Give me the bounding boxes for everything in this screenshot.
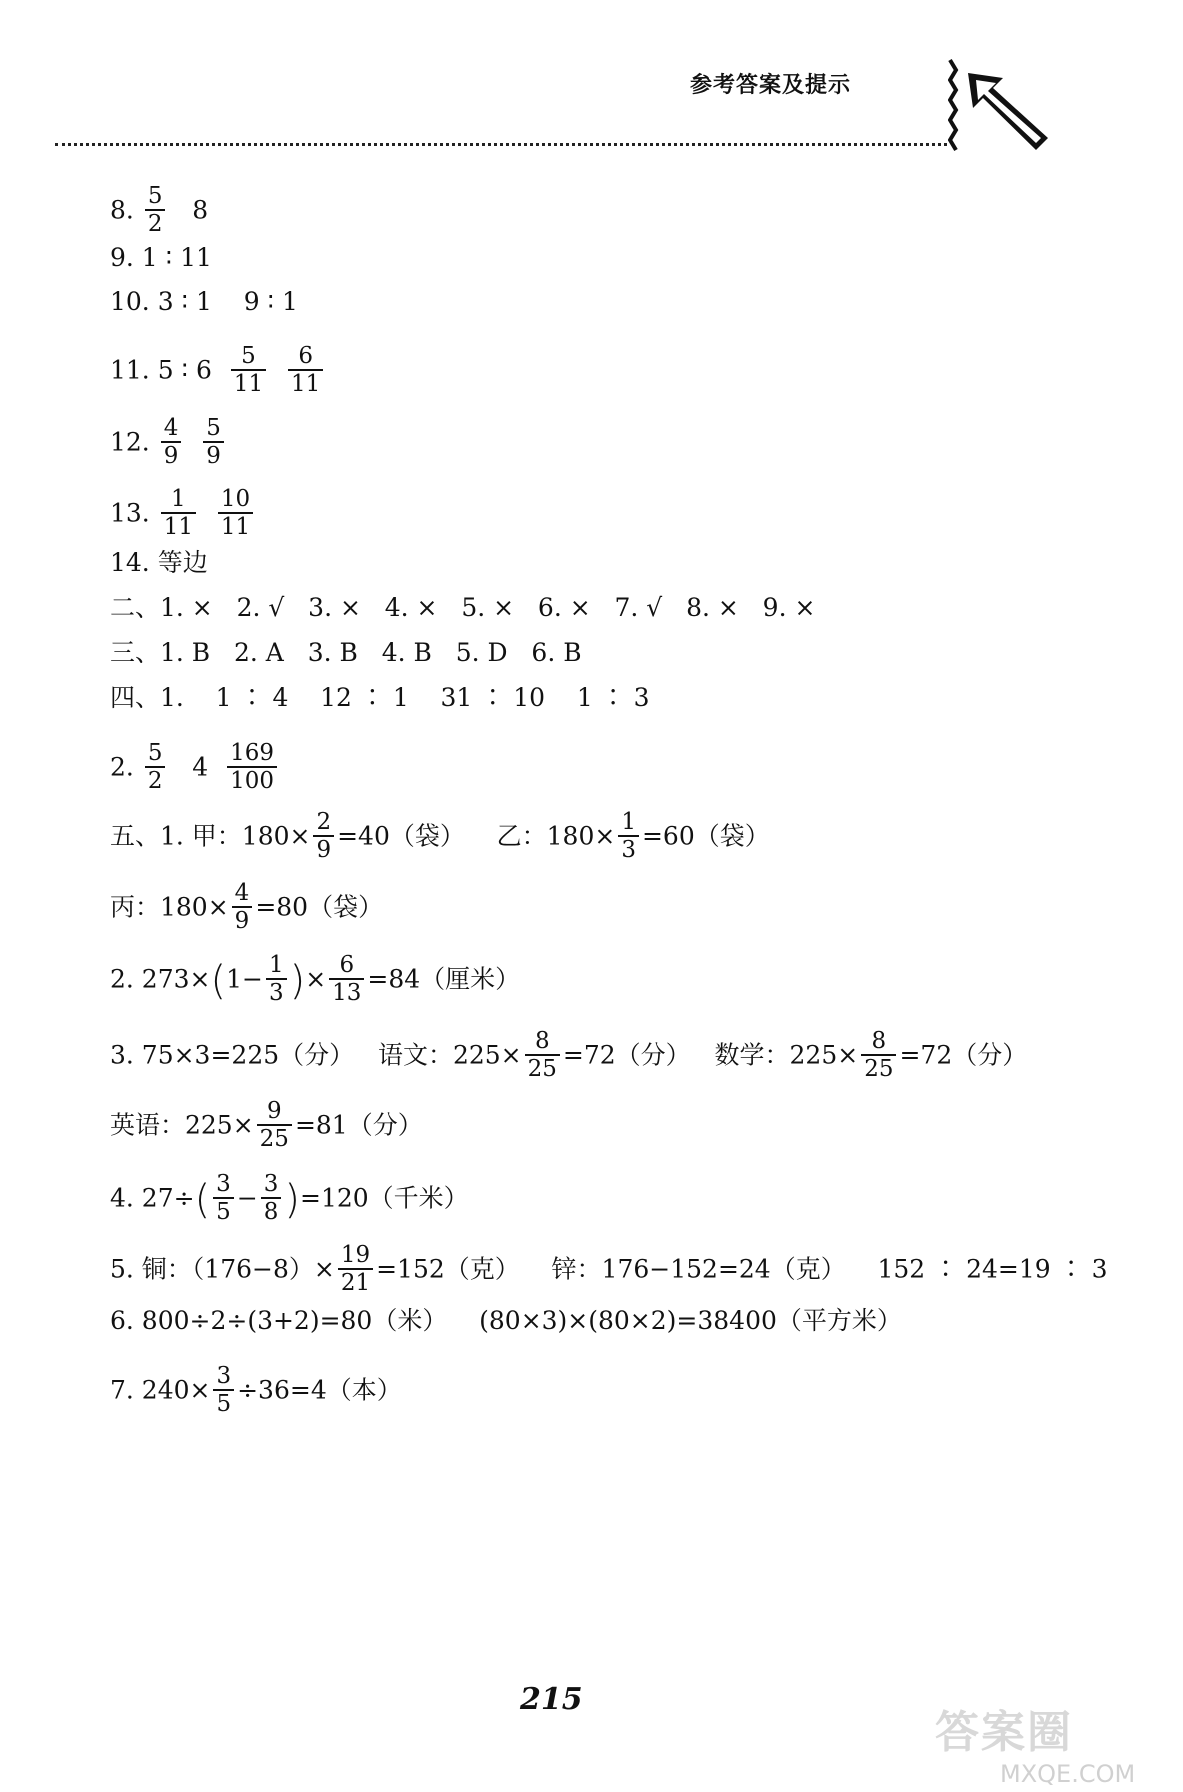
fraction-denominator: 100 — [230, 768, 274, 794]
fraction-numerator: 1 — [618, 809, 639, 837]
answer-line-s4b — [110, 742, 280, 796]
answer-text: =60（袋） — [641, 821, 770, 851]
fraction — [261, 1171, 282, 1225]
answer-text: 3. 75×3=225（分） 语文：225× — [110, 1040, 522, 1070]
answer-text: 10. 3 ∶ 1 9 ∶ 1 — [110, 287, 298, 316]
fraction-numerator: 10 — [218, 486, 253, 514]
answer-text: 1− — [226, 964, 263, 994]
fraction-denominator: 11 — [291, 371, 321, 397]
fraction — [161, 415, 182, 469]
answer-text: =81（分） — [294, 1110, 423, 1140]
fraction-denominator: 25 — [259, 1126, 289, 1152]
fraction — [161, 486, 196, 540]
answer-line-s5d — [110, 1030, 1027, 1084]
fraction — [145, 740, 166, 794]
fraction-denominator: 9 — [316, 837, 332, 863]
answer-text: 丙：180× — [110, 892, 229, 922]
fraction — [213, 1171, 234, 1225]
fraction — [266, 952, 287, 1006]
watermark-url: MXQE.COM — [1000, 1760, 1136, 1788]
answer-line-l9 — [110, 243, 212, 273]
fraction-numerator: 3 — [261, 1171, 282, 1199]
fraction-denominator: 11 — [163, 514, 193, 540]
fraction-denominator: 21 — [340, 1270, 371, 1296]
fraction-denominator: 5 — [216, 1199, 231, 1225]
answer-line-s5h — [110, 1306, 902, 1336]
fraction-numerator: 169 — [227, 740, 277, 768]
fraction-denominator: 5 — [216, 1391, 232, 1417]
answer-line-s5g — [110, 1244, 1107, 1298]
fraction-numerator: 8 — [525, 1028, 560, 1056]
answer-line-l13 — [110, 488, 256, 542]
answer-text: 8 — [168, 195, 209, 225]
answer-text — [199, 499, 215, 528]
fraction-numerator: 19 — [338, 1242, 373, 1270]
answer-line-s5i — [110, 1365, 402, 1419]
running-header-title: 参考答案及提示 — [690, 73, 852, 98]
fraction — [213, 1363, 234, 1417]
answer-text: =80（袋） — [255, 892, 384, 922]
answer-text: 5. 铜：（176−8）× — [110, 1254, 335, 1284]
answer-text — [269, 356, 285, 385]
answer-line-l8 — [110, 185, 208, 239]
answer-line-l10 — [110, 287, 298, 317]
fraction — [257, 1098, 292, 1152]
answer-text: 8. — [110, 195, 142, 225]
answer-text: =72（分） — [899, 1040, 1028, 1070]
fraction-denominator: 13 — [332, 980, 362, 1006]
answer-line-s3 — [110, 638, 582, 668]
watermark-logo: 答案圈 — [935, 1707, 1073, 1758]
answer-line-l12 — [110, 417, 227, 471]
answer-text: 2. 273× — [110, 964, 211, 994]
fraction-numerator: 9 — [257, 1098, 292, 1126]
answer-text: =72（分） 数学：225× — [562, 1040, 859, 1070]
answer-text: 13. — [110, 498, 158, 528]
fraction-numerator: 1 — [266, 952, 287, 980]
fraction-numerator: 4 — [161, 415, 182, 443]
page-number: 215 — [520, 1682, 583, 1717]
answer-text: − — [236, 1183, 258, 1213]
fraction — [313, 809, 334, 863]
fraction — [231, 343, 266, 397]
fraction — [227, 740, 277, 794]
large-parenthesis: ( — [210, 958, 227, 1004]
fraction-numerator: 3 — [213, 1363, 234, 1391]
fraction-numerator: 4 — [232, 880, 253, 908]
fraction-denominator: 3 — [621, 837, 636, 863]
fraction — [861, 1028, 896, 1082]
fraction — [145, 183, 166, 237]
fraction-numerator: 1 — [161, 486, 196, 514]
answer-text: 14. 等边 — [110, 548, 208, 577]
fraction-numerator: 8 — [861, 1028, 896, 1056]
fraction-denominator: 3 — [268, 980, 284, 1006]
fraction-denominator: 11 — [233, 371, 264, 397]
answer-text: =120（千米） — [300, 1183, 469, 1213]
answer-line-s5f — [110, 1173, 469, 1227]
fraction — [338, 1242, 373, 1296]
answer-text: =152（克） 锌：176−152=24（克） 152 ∶ 24=19 ∶ 3 — [376, 1254, 1108, 1284]
answer-text: 五、1. 甲：180× — [110, 821, 311, 851]
fraction — [525, 1028, 560, 1082]
fraction-numerator: 6 — [329, 952, 364, 980]
answer-text: 6. 800÷2÷(3+2)=80（米） (80×3)×(80×2)=38400（平方米） — [110, 1306, 902, 1335]
fraction-denominator: 9 — [234, 908, 250, 934]
fraction-numerator: 5 — [145, 740, 166, 768]
fraction — [203, 415, 224, 469]
answer-line-s4 — [110, 683, 650, 713]
fraction-numerator: 5 — [203, 415, 224, 443]
fraction-numerator: 5 — [231, 343, 266, 371]
answer-line-s2 — [110, 593, 815, 623]
fraction-denominator: 2 — [147, 211, 163, 237]
answer-line-l11 — [110, 345, 326, 399]
answer-text: × — [305, 964, 327, 994]
large-parenthesis: ( — [194, 1177, 211, 1223]
large-parenthesis: ) — [284, 1177, 301, 1223]
fraction-denominator: 25 — [864, 1056, 894, 1082]
fraction-numerator: 2 — [313, 809, 334, 837]
fraction-denominator: 9 — [206, 443, 221, 469]
answer-text: =40（袋） 乙：180× — [337, 821, 616, 851]
answer-line-l14 — [110, 548, 208, 578]
answer-text — [184, 428, 200, 457]
fraction-denominator: 11 — [220, 514, 251, 540]
answer-text: =84（厘米） — [367, 964, 521, 994]
answer-text: 4 — [168, 752, 225, 782]
fraction-numerator: 6 — [288, 343, 323, 371]
answer-text: 7. 240× — [110, 1375, 211, 1405]
large-parenthesis: ) — [289, 958, 306, 1004]
fraction — [329, 952, 364, 1006]
header-dotted-rule — [55, 143, 947, 146]
answer-text: 二、1. × 2. √ 3. × 4. × 5. × 6. × 7. √ 8. × 9. × — [110, 593, 816, 622]
answer-text: 12. — [110, 427, 158, 457]
fraction-denominator: 2 — [147, 768, 163, 794]
answer-text: 三、1. B 2. A 3. B 4. B 5. D 6. B — [110, 638, 582, 667]
fraction — [618, 809, 639, 863]
answer-text: 4. 27÷ — [110, 1183, 195, 1213]
fraction-denominator: 8 — [263, 1199, 279, 1225]
fraction-denominator: 25 — [527, 1056, 557, 1082]
answer-text: 11. 5 ∶ 6 — [110, 355, 228, 385]
fraction — [232, 880, 253, 934]
answer-text: ÷36=4（本） — [237, 1375, 402, 1405]
answer-line-s5a — [110, 811, 770, 865]
fraction — [218, 486, 253, 540]
arrow-icon — [948, 58, 1058, 158]
answer-line-s5c — [110, 954, 520, 1008]
fraction — [288, 343, 323, 397]
answer-text: 四、1. 1 ∶ 4 12 ∶ 1 31 ∶ 10 1 ∶ 3 — [110, 683, 650, 712]
answer-text: 9. 1 ∶ 11 — [110, 243, 212, 272]
answer-line-s5e — [110, 1100, 423, 1154]
answer-line-s5b — [110, 882, 383, 936]
answer-text: 英语：225× — [110, 1110, 254, 1140]
fraction-numerator: 5 — [145, 183, 166, 211]
fraction-denominator: 9 — [163, 443, 179, 469]
fraction-numerator: 3 — [213, 1171, 234, 1199]
answer-text: 2. — [110, 752, 142, 782]
